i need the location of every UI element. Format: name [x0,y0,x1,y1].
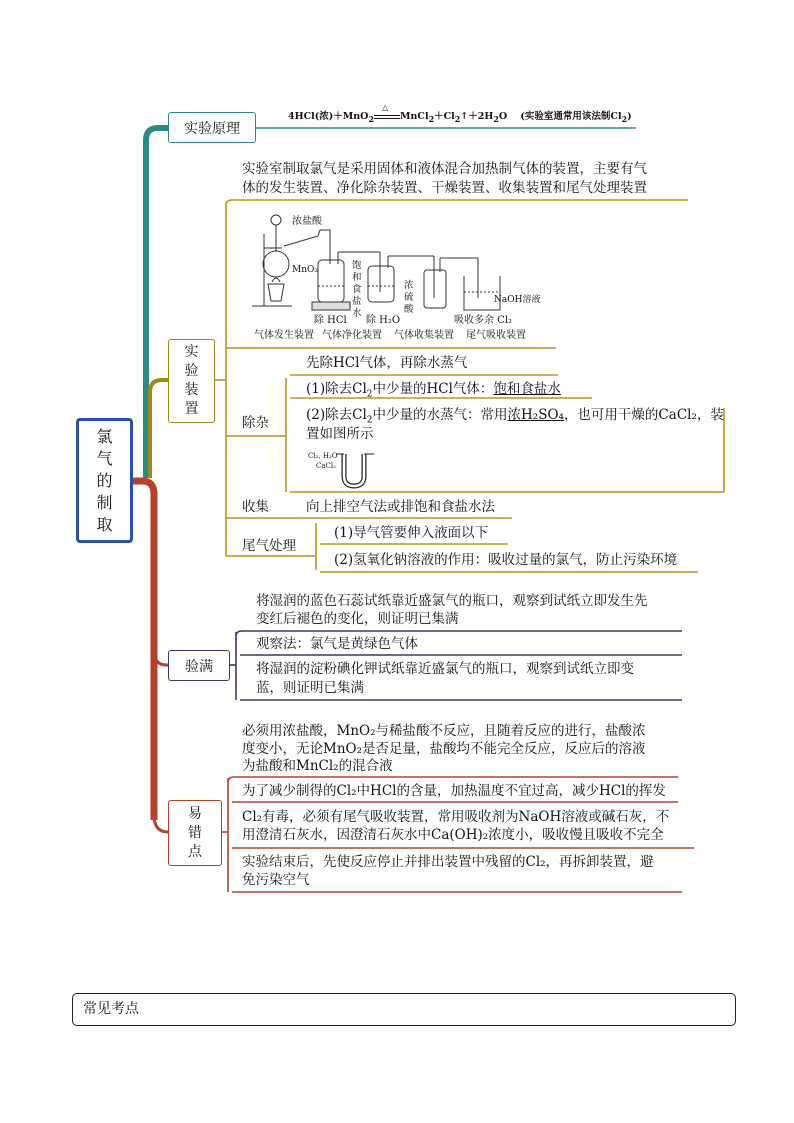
u-tube-diagram [306,448,386,490]
diagram-caption-collect: 气体收集装置 [394,330,454,341]
pitfall-item-4-line1: 实验结束后，先使反应停止并排出装置中残留的Cl₂，再拆卸装置，避 [242,854,654,870]
full-check-item-1-line2: 变红后褪色的变化，则证明已集满 [256,611,459,627]
root-char: 制 [96,492,113,512]
principle-reaction: 4HCl(浓)＋MnO$_2$ △ $MnCl_2+Cl_2↑+2H_2O$ (实验室通常用该法制$Cl_2$) [288,107,632,129]
principle-label: 实验原理 [184,120,240,137]
impurity-label: 除杂 [242,415,269,431]
pitfall-item-4-line2: 免污染空气 [242,872,310,888]
full-check-item-1-line1: 将湿润的蓝色石蕊试纸靠近盛氯气的瓶口，观察到试纸立即发生先 [256,593,648,609]
diagram-caption-gen: 气体发生装置 [254,330,314,341]
footer-label: 常见考点 [83,1001,139,1017]
svg-text:CaCl₂: CaCl₂ [316,462,336,470]
diagram-label-h2so4: 浓 硫 酸 [404,280,414,315]
root-char: 的 [96,470,113,490]
diagram-label-absorb: 吸收多余 Cl₂ [454,315,513,326]
apparatus-intro-2: 体的发生装置、净化除杂装置、干燥装置、收集装置和尾气处理装置 [242,180,647,196]
pitfall-item-2: 为了减少制得的Cl₂中HCl的含量，加热温度不宜过高，减少HCl的挥发 [242,783,666,799]
collection-label: 收集 [242,499,269,515]
impurity-item-2-line2: 置如图所示 [306,426,374,442]
impurity-answer-2: 浓H₂SO₄ [507,407,564,423]
full-check-item-2: 观察法：氯气是黄绿色气体 [256,636,418,652]
apparatus-node: 实 验 装 置 [168,339,215,423]
diagram-label-mno2: MnO₂ [292,265,318,275]
apparatus-bracket [226,200,688,205]
pitfall-item-3-line2: 用澄清石灰水，因澄清石灰水中Ca(OH)₂浓度小，吸收慢且吸收不完全 [242,827,664,843]
branch-red-main [132,481,154,820]
tail-gas-item-1: (1)导气管要伸入液面以下 [334,525,489,541]
root-char: 氯 [96,426,113,446]
root-char: 取 [96,514,113,534]
root-char: 气 [96,448,113,468]
pitfalls-node: 易 错 点 [168,800,222,866]
impurity-item-1: (1)除去$Cl_2$中少量的HCl气体：饱和食盐水 [306,381,561,400]
tail-gas-label: 尾气处理 [242,538,296,554]
full-check-node: 验满 [168,650,230,681]
branch-apparatus [150,380,168,478]
impurity-answer-1: 饱和食盐水 [493,381,561,397]
diagram-label-remove-hcl: 除 HCl [314,315,347,326]
pitfall-item-1-line3: 为盐酸和MnCl₂的混合液 [242,758,393,774]
apparatus-intro-1: 实验室制取氯气是采用固体和液体混合加热制气体的装置，主要有气 [242,161,647,177]
diagram-label-acid: 浓盐酸 [292,216,322,227]
full-check-item-3-line1: 将湿润的淀粉碘化钾试纸靠近盛氯气的瓶口，观察到试纸立即变 [256,661,634,677]
diagram-label-brine: 饱 和 食 盐 水 [352,260,362,319]
principle-node [168,112,256,143]
full-check-item-3-line2: 蓝，则证明已集满 [256,680,364,696]
heat-symbol: △ [381,103,389,112]
diagram-caption-purify: 气体净化装置 [322,330,382,341]
tail-gas-item-2: (2)氢氧化钠溶液的作用：吸收过量的氯气，防止污染环境 [334,552,678,568]
impurity-item-2: (2)除去$Cl_2$中少量的水蒸气：常用浓H₂SO₄，也可用干燥的CaCl₂，装 [306,407,724,426]
pitfall-item-1-line2: 度变小，无论MnO₂是否足量，盐酸均不能完全反应，反应后的溶液 [242,741,646,757]
collection-text: 向上排空气法或排饱和食盐水法 [306,499,495,515]
diagram-label-remove-h2o: 除 H₂O [366,315,401,326]
pitfall-item-3-line1: Cl₂有毒，必须有尾气吸收装置，常用吸收剂为NaOH溶液或碱石灰，不 [242,809,670,825]
root-node [76,418,133,543]
apparatus-diagram [248,206,548,346]
common-exam-points-header [72,993,736,1026]
pitfall-item-1-line1: 必须用浓盐酸，MnO₂与稀盐酸不反应，且随着反应的进行，盐酸浓 [242,723,646,739]
diagram-label-naoh: NaOH溶液 [494,295,541,305]
diagram-caption-tail: 尾气吸收装置 [466,330,526,341]
order-note: 先除HCl气体，再除水蒸气 [306,355,468,371]
svg-text:Cl₂, H₂O: Cl₂, H₂O [308,452,338,460]
